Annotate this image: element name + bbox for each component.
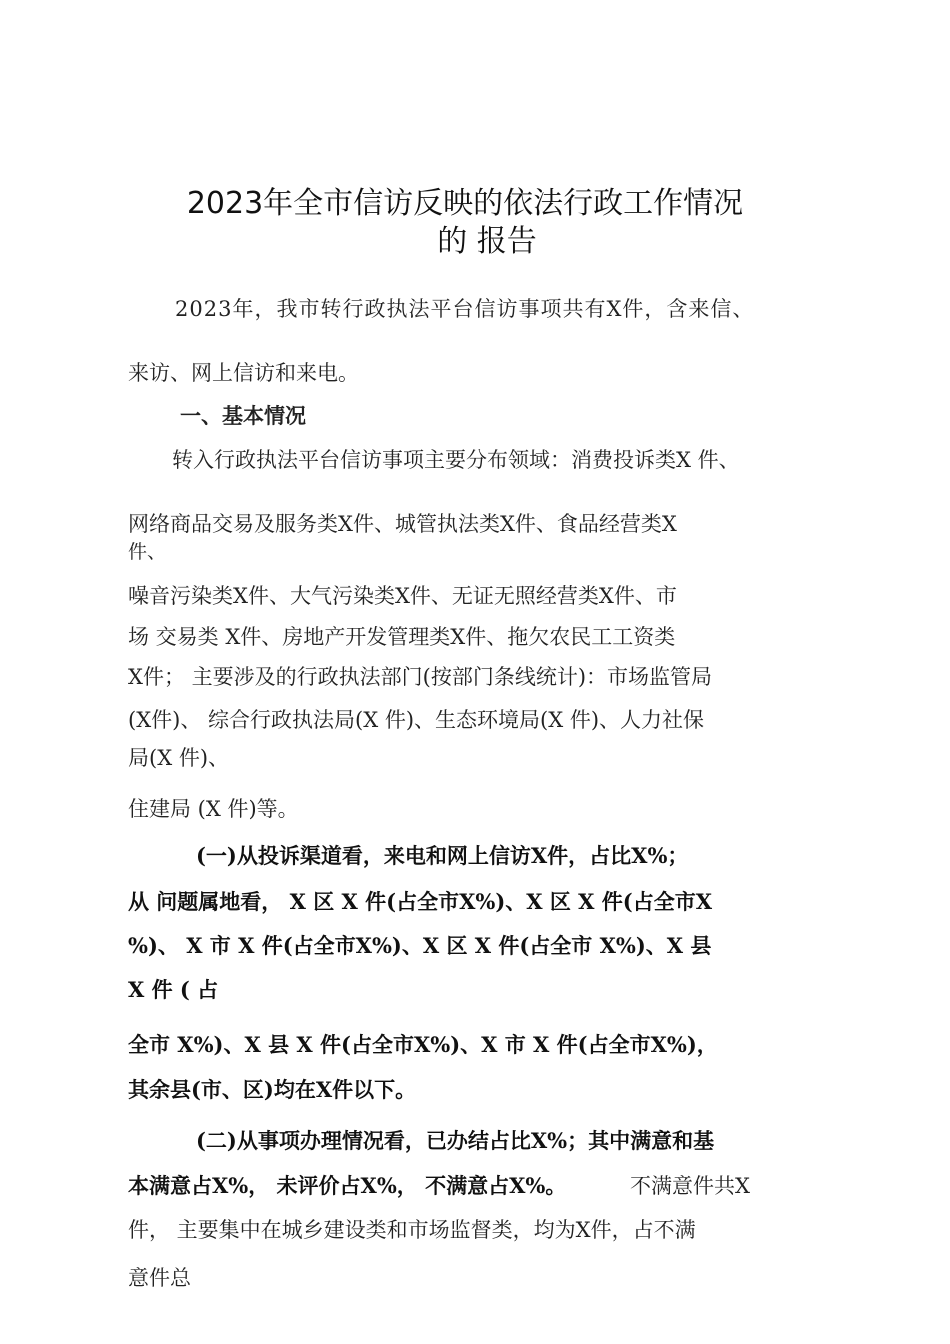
- paragraph-channel-line3: %)、 X 市 X 件(占全市X%)、X 区 X 件(占全市 X%)、X 县: [128, 933, 712, 958]
- paragraph-handling-line1: (二)从事项办理情况看，已办结占比X%；其中满意和基: [196, 1128, 715, 1153]
- paragraph-handling-line2-normal: 不满意件共X: [630, 1174, 750, 1198]
- paragraph-handling-line3: 件， 主要集中在城乡建设类和市场监督类，均为X件，占不满: [128, 1218, 696, 1242]
- paragraph-distribution-line3: 件、: [128, 541, 167, 563]
- paragraph-channel-line2: 从 问题属地看， X 区 X 件(占全市X%)、X 区 X 件(占全市X: [128, 889, 713, 914]
- paragraph-channel-line5: 全市 X%)、X 县 X 件(占全市X%)、X 市 X 件(占全市X%)，: [128, 1032, 718, 1057]
- paragraph-distribution-line1: 转入行政执法平台信访事项主要分布领域：消费投诉类X 件、: [172, 448, 740, 472]
- paragraph-handling-line2-bold: 本满意占X%， 未评价占X%， 不满意占X%。: [128, 1173, 567, 1198]
- paragraph-channel-line4: X 件 ( 占: [128, 977, 219, 1002]
- paragraph-intro-line1: 2023年，我市转行政执法平台信访事项共有X件，含来信、: [175, 297, 755, 321]
- paragraph-distribution-line4: 噪音污染类X件、大气污染类X件、无证无照经营类X件、市: [128, 584, 677, 608]
- document-title-line2: 的 报告: [437, 224, 537, 259]
- paragraph-distribution-line7: (X件)、 综合行政执法局(X 件)、生态环境局(X 件)、人力社保: [128, 708, 705, 732]
- paragraph-channel-line6: 其余县(市、区)均在X件以下。: [128, 1077, 417, 1102]
- paragraph-distribution-line6: X件； 主要涉及的行政执法部门(按部门条线统计)：市场监管局: [128, 665, 713, 689]
- paragraph-intro-line2: 来访、网上信访和来电。: [128, 361, 359, 385]
- paragraph-handling-line4: 意件总: [128, 1266, 191, 1290]
- paragraph-channel-line1: (一)从投诉渠道看，来电和网上信访X件，占比X%；: [196, 843, 689, 868]
- section-heading-basic: 一、基本情况: [180, 404, 306, 428]
- document-title-line1: 2023年全市信访反映的依法行政工作情况: [186, 186, 744, 221]
- paragraph-distribution-line5: 场 交易类 X件、房地产开发管理类X件、拖欠农民工工资类: [128, 625, 676, 649]
- paragraph-distribution-line8: 局(X 件)、: [128, 746, 230, 770]
- paragraph-distribution-line9: 住建局 (X 件)等。: [128, 797, 299, 821]
- paragraph-distribution-line2: 网络商品交易及服务类X件、城管执法类X件、食品经营类X: [128, 512, 677, 536]
